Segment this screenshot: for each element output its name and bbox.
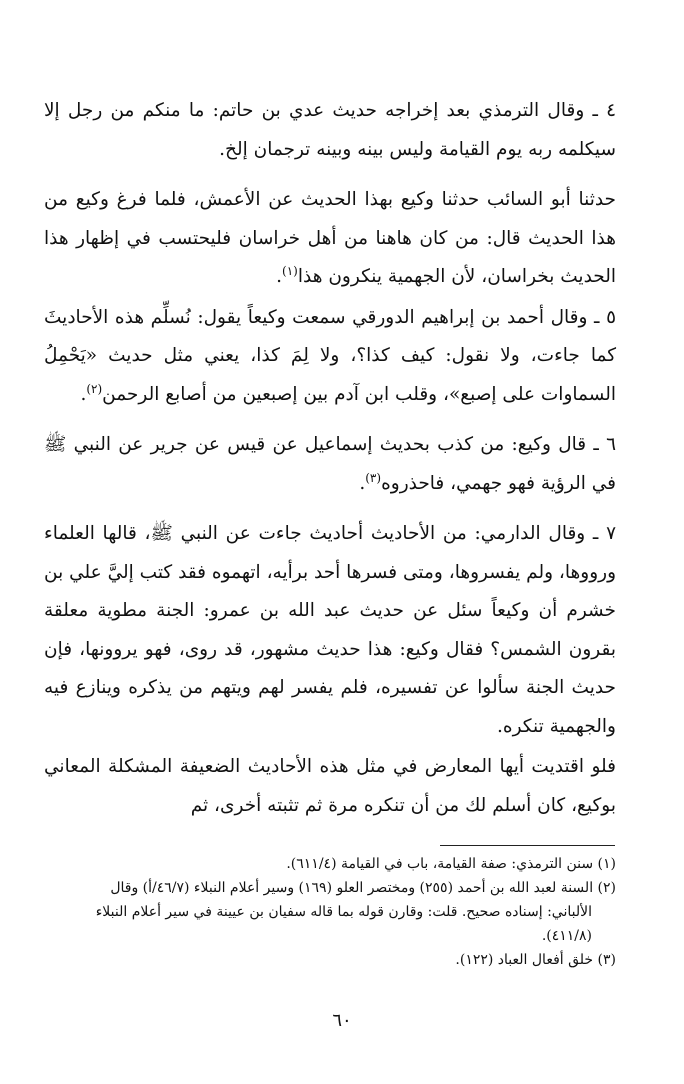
footnote-2: (٢) السنة لعبد الله بن أحمد (٢٥٥) ومختصر العلو (١٦٩) وسير أعلام النبلاء (٤٦/٧/أ) وقال: [110, 880, 616, 896]
paragraph-text: حدثنا أبو السائب حدثنا وكيع بهذا الحديث عن الأعمش، فلما فرغ وكيع من هذا الحديث قال: من كان هاهنا من أهل خراسان فليحتسب في إظهار هذا الحديث بخراسان، لأن الجهمية ينكرون هذا: [44, 189, 616, 287]
main-text: [44, 92, 616, 837]
paragraph-5: [44, 299, 616, 415]
footnote-2-continuation: الألباني: إسناده صحيح. قلت: وقارن قوله بما قاله سفيان بن عيينة في سير أعلام النبلاء (٤١١/٨).: [95, 904, 592, 944]
footnotes: [44, 852, 616, 972]
paragraph-7: [44, 515, 616, 746]
paragraph-text: ٥ ـ وقال أحمد بن إبراهيم الدورقي سمعت وكيعاً يقول: نُسلِّم هذه الأحاديثَ كما جاءت، ولا نقول: كيف كذا؟، ولا لِمَ كذا، يعني مثل حديث «يَحْمِلُ السماوات على إصبع»، وقلب ابن آدم بين إصبعين من أصابع الرحمن: [44, 306, 616, 405]
footnote-ref-1: (١): [282, 263, 298, 278]
paragraph-4-continuation: [44, 181, 616, 297]
page-number: ٦٠: [332, 1010, 352, 1031]
paragraph-text: ٧ ـ وقال الدارمي: من الأحاديث أحاديث جاءت عن النبي ﷺ، قالها العلماء ورووها، ولم يفسروها، ومتى فسرها أحد برأيه، اتهموه فقد كتب إليَّ علي بن خشرم أن وكيعاً سئل عن حديث عبد الله بن عمرو: الجنة مطوية معلقة بقرون الشمس؟ فقال وكيع: هذا حديث مشهور، قد روى، فهو يروونها، فإن حديث الجنة سألوا عن تفسيره، فلم يفسر لهم ويتهم من يذكره وينازع فيه والجهمية تنكره.: [44, 523, 616, 737]
paragraph-text: ٤ ـ وقال الترمذي بعد إخراجه حديث عدي بن حاتم: ما منكم من رجل إلا سيكلمه ربه يوم القيامة وليس بينه وبينه ترجمان إلخ.: [44, 100, 616, 160]
paragraph-punct: .: [359, 472, 366, 494]
paragraph-text: ٦ ـ قال وكيع: من كذب بحديث إسماعيل عن قيس عن جرير عن النبي ﷺ في الرؤية فهو جهمي، فاحذروه: [44, 434, 616, 494]
paragraph-punct: .: [80, 383, 87, 405]
paragraph-punct: .: [276, 266, 283, 287]
footnote-divider: [440, 845, 615, 846]
footnote-3: (٣) خلق أفعال العباد (١٢٢).: [455, 952, 616, 968]
footnote-ref-2: (٢): [86, 381, 103, 396]
paragraph-8: [44, 748, 616, 825]
footnote-ref-3: (٣): [365, 470, 382, 485]
paragraph-4: [44, 92, 616, 169]
paragraph-6: [44, 426, 616, 503]
footnote-1: (١) سنن الترمذي: صفة القيامة، باب في القيامة (٦١١/٤).: [286, 856, 616, 872]
paragraph-text: فلو اقتديت أيها المعارض في مثل هذه الأحاديث الضعيفة المشكلة المعاني بوكيع، كان أسلم لك من أن تنكره مرة ثم تثبته أخرى، ثم: [44, 756, 616, 816]
